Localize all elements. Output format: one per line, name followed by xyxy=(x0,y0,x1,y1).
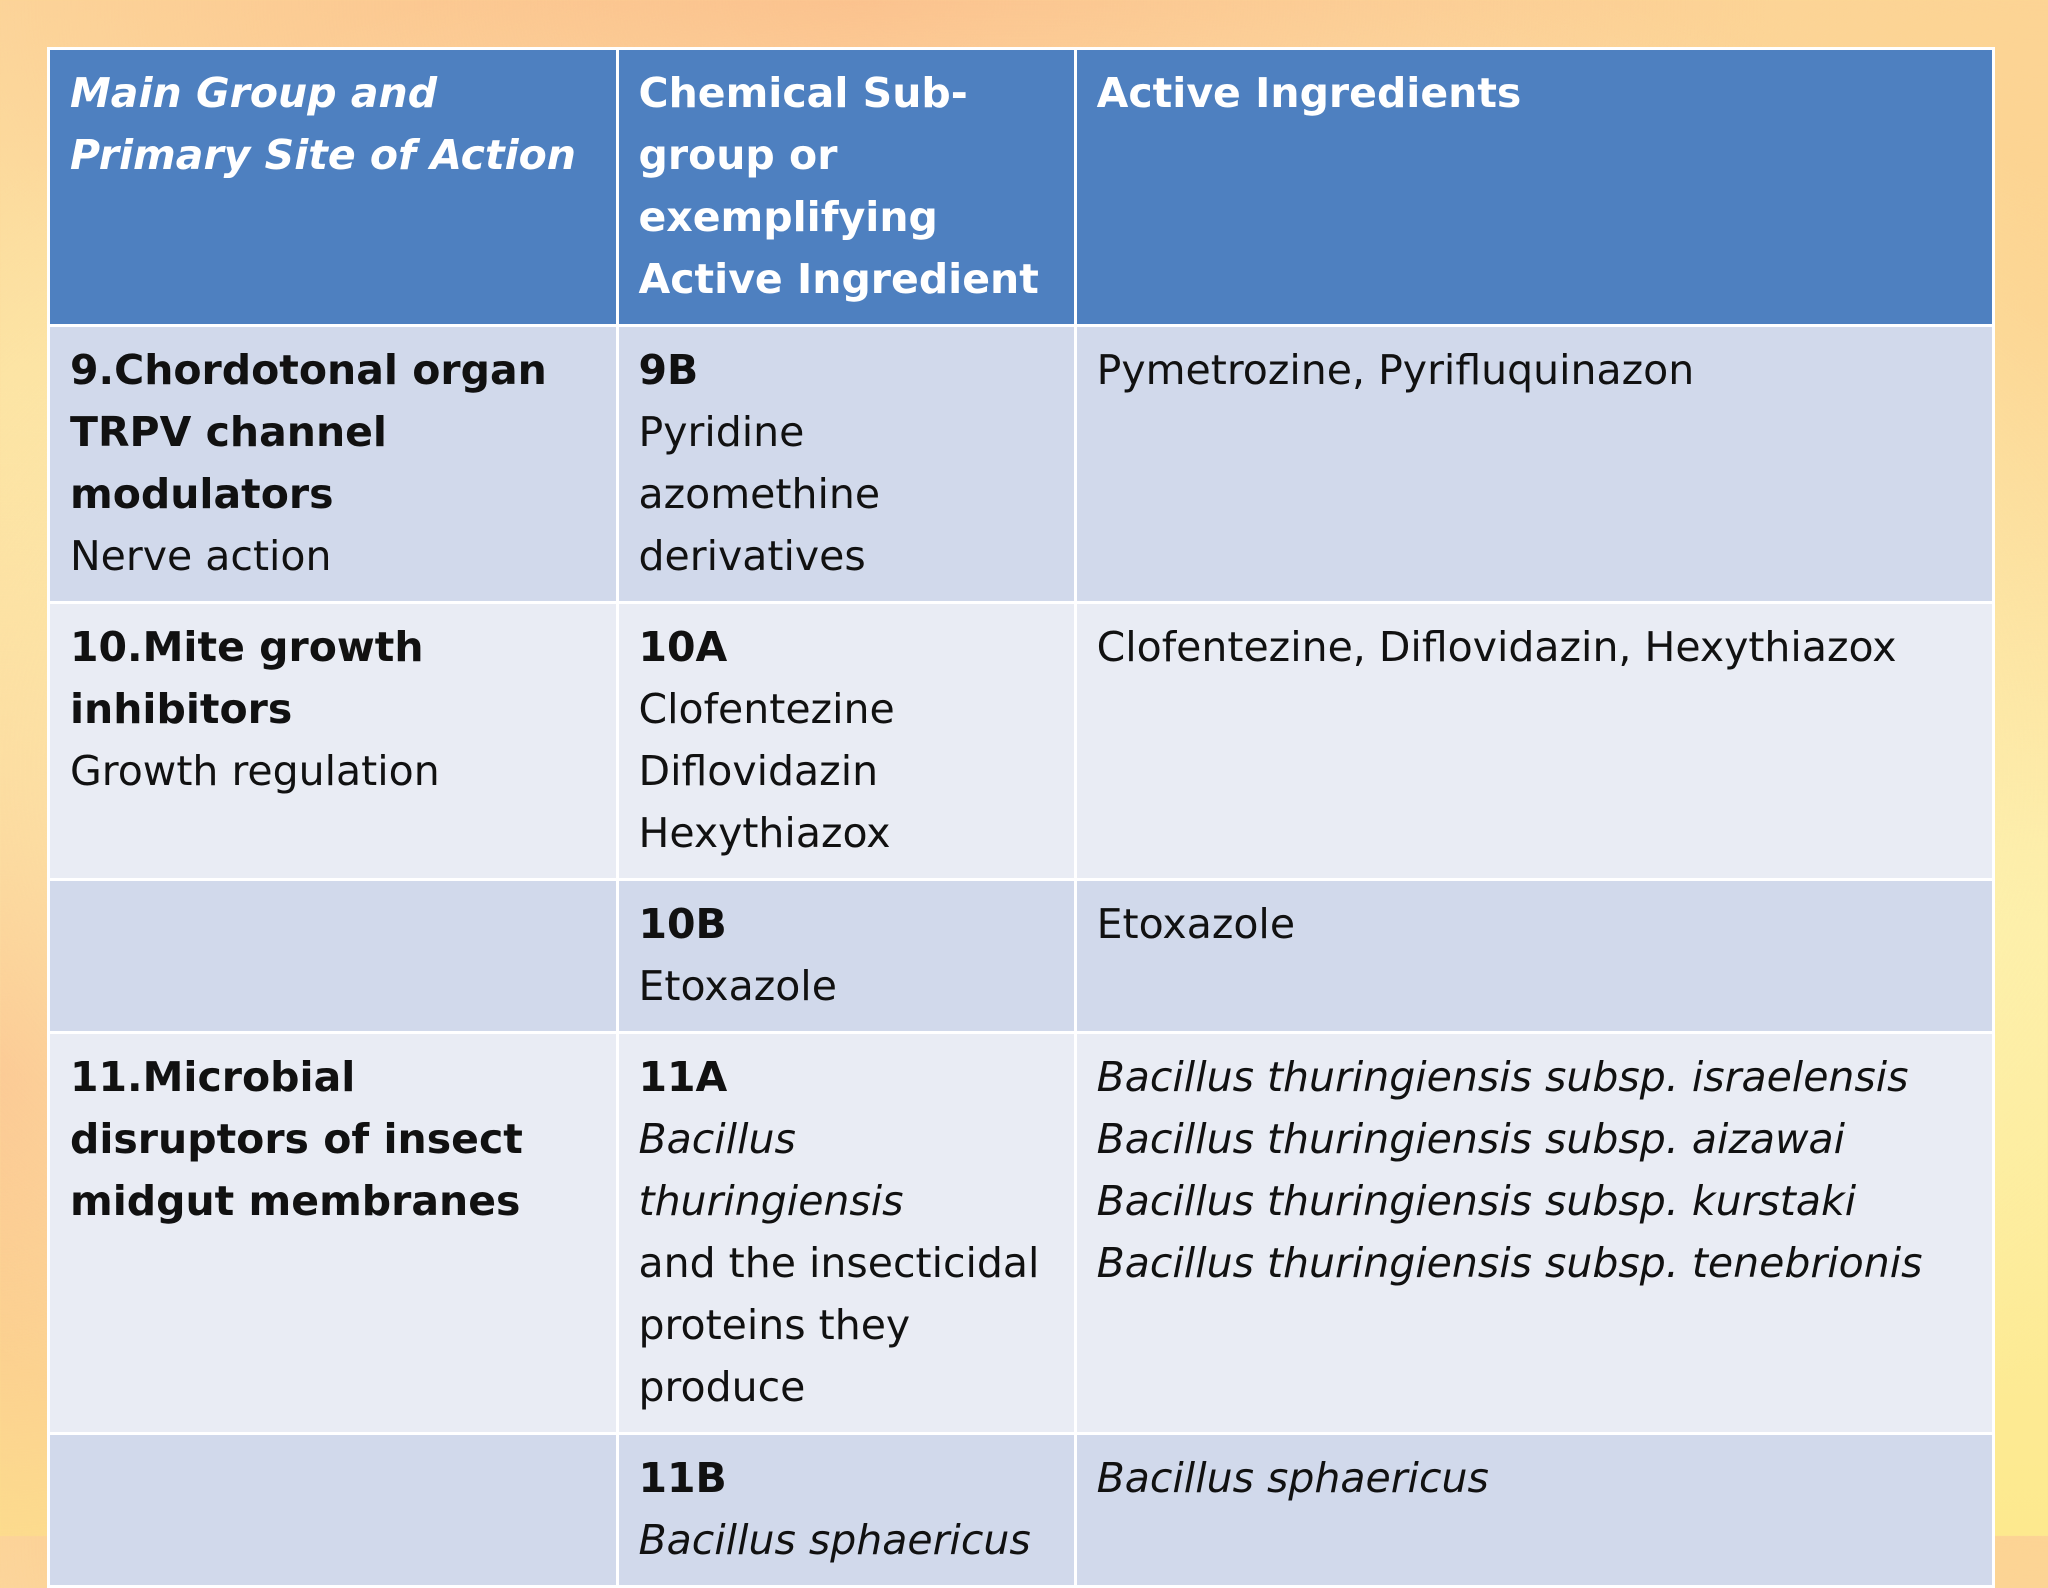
subgroup-cell xyxy=(617,1033,1075,1434)
ingredient-item: Bacillus thuringiensis subsp. israelensis xyxy=(1096,1053,1909,1101)
ingredients-text: Clofentezine, Diflovidazin, Hexythiazox xyxy=(1096,623,1897,671)
header-active-ingredients xyxy=(1075,49,1993,326)
header-chemical-subgroup-label: Chemical Sub-group or exemplifying Active Ingredient xyxy=(638,69,1039,303)
subgroup-description: Etoxazole xyxy=(638,962,837,1010)
subgroup-organism: Bacillus sphaericus xyxy=(638,1516,1031,1564)
ingredients-cell xyxy=(1075,1434,1993,1587)
subgroup-code: 9B xyxy=(638,346,699,394)
table-header-row xyxy=(49,49,1994,326)
main-group-site: Nerve action xyxy=(70,532,332,580)
subgroup-line: Clofentezine xyxy=(638,685,895,733)
header-main-group xyxy=(49,49,618,326)
subgroup-code: 10A xyxy=(638,623,728,671)
main-group-cell xyxy=(49,603,618,880)
subgroup-line: Diflovidazin xyxy=(638,747,879,795)
subgroup-code: 11B xyxy=(638,1454,727,1502)
subgroup-code: 11A xyxy=(638,1053,728,1101)
main-group-cell-empty xyxy=(49,880,618,1033)
ingredients-cell xyxy=(1075,1033,1993,1434)
table-row xyxy=(49,1033,1994,1434)
ingredients-cell xyxy=(1075,326,1993,603)
table-row xyxy=(49,603,1994,880)
subgroup-description: and the insecticidal proteins they produce xyxy=(638,1239,1040,1411)
header-chemical-subgroup xyxy=(617,49,1075,326)
subgroup-cell xyxy=(617,603,1075,880)
subgroup-line: Hexythiazox xyxy=(638,809,891,857)
header-active-ingredients-label: Active Ingredients xyxy=(1096,69,1522,117)
main-group-title: 9.Chordotonal organ TRPV channel modulators xyxy=(70,346,547,518)
main-group-title: 11.Microbial disruptors of insect midgut membranes xyxy=(70,1053,523,1225)
subgroup-cell xyxy=(617,326,1075,603)
table-row xyxy=(49,1434,1994,1587)
ingredients-text: Etoxazole xyxy=(1096,900,1296,948)
main-group-title: 10.Mite growth inhibitors xyxy=(70,623,424,733)
subgroup-description: Pyridine azomethine derivatives xyxy=(638,408,881,580)
table-row xyxy=(49,880,1994,1033)
subgroup-cell xyxy=(617,1434,1075,1587)
main-group-cell xyxy=(49,1033,618,1434)
ingredient-item: Bacillus thuringiensis subsp. kurstaki xyxy=(1096,1177,1857,1225)
table-row xyxy=(49,326,1994,603)
ingredient-item: Bacillus sphaericus xyxy=(1096,1454,1489,1502)
ingredient-item: Bacillus thuringiensis subsp. tenebrionis xyxy=(1096,1239,1923,1287)
main-group-cell xyxy=(49,326,618,603)
ingredients-cell xyxy=(1075,603,1993,880)
main-group-cell-empty xyxy=(49,1434,618,1587)
subgroup-cell xyxy=(617,880,1075,1033)
header-main-group-line1: Main Group and xyxy=(70,69,438,117)
main-group-site: Growth regulation xyxy=(70,747,440,795)
moa-classification-table xyxy=(47,47,1995,1588)
header-main-group-line2: Primary Site of Action xyxy=(70,131,576,179)
ingredient-item: Bacillus thuringiensis subsp. aizawai xyxy=(1096,1115,1846,1163)
subgroup-organism: Bacillus thuringiensis xyxy=(638,1115,904,1225)
subgroup-code: 10B xyxy=(638,900,727,948)
ingredients-text: Pymetrozine, Pyrifluquinazon xyxy=(1096,346,1695,394)
ingredients-cell xyxy=(1075,880,1993,1033)
